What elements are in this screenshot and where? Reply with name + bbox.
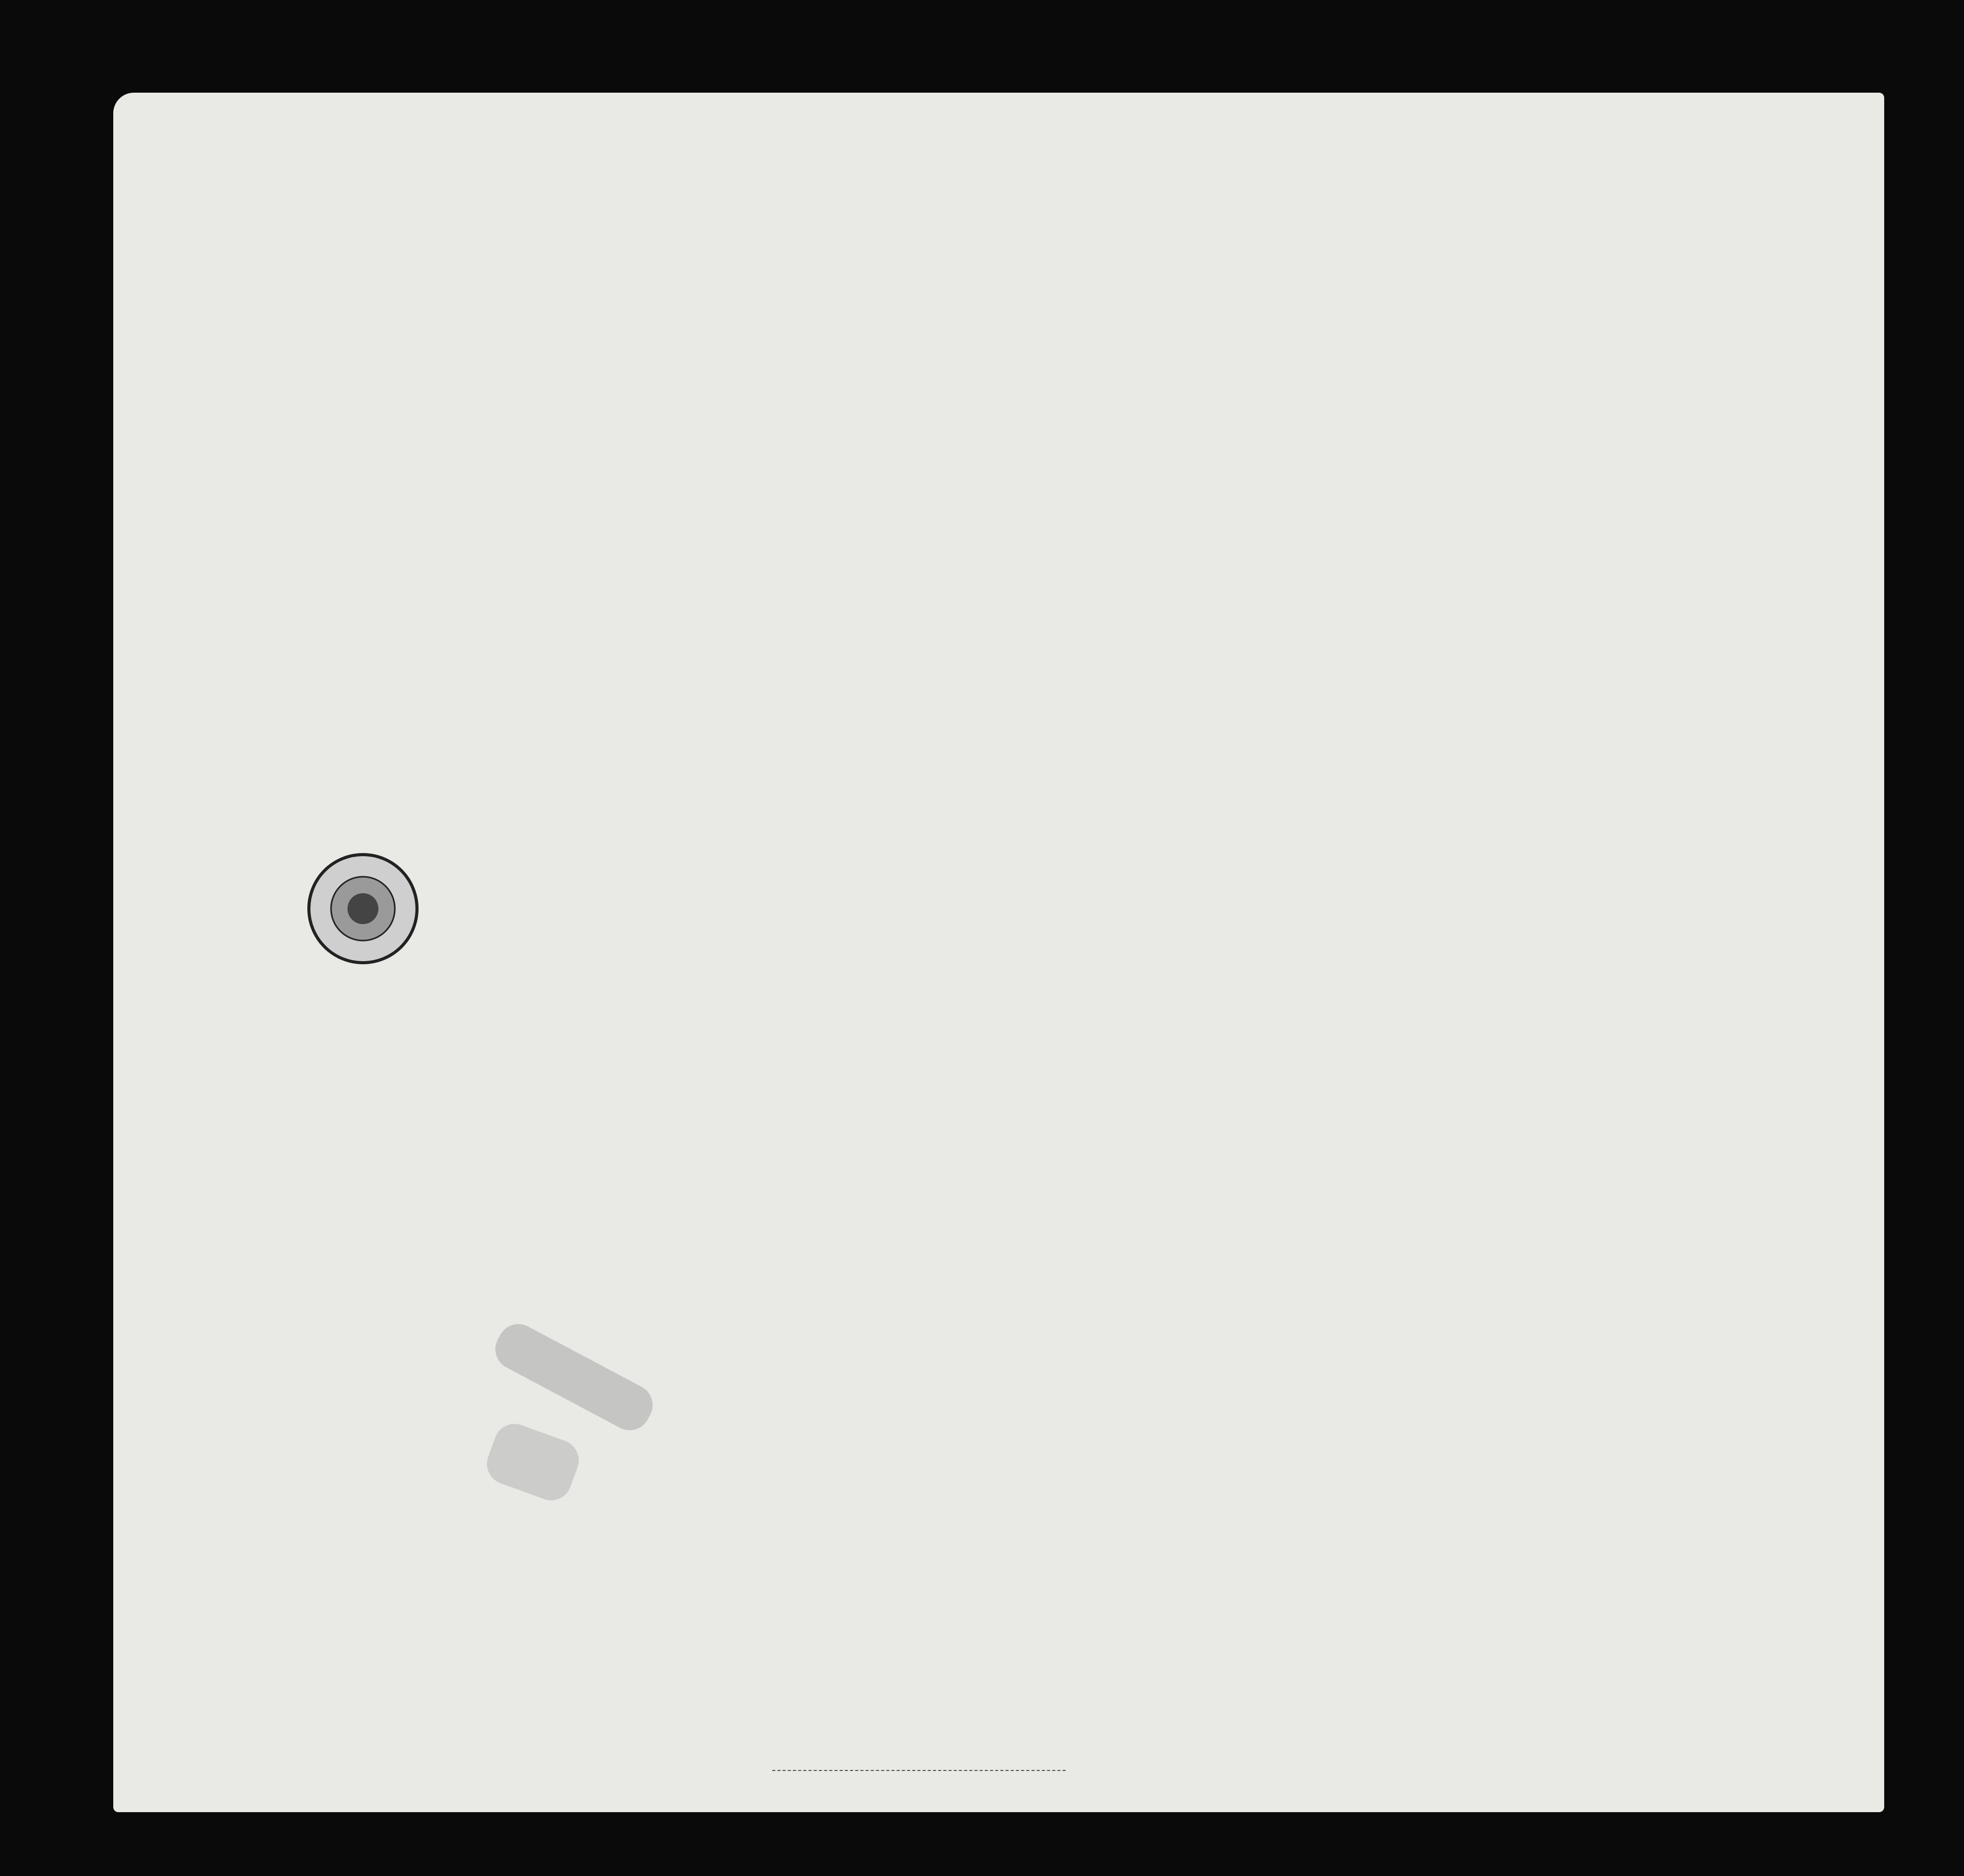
manifest-sheet bbox=[113, 93, 1884, 1812]
consular-seal bbox=[299, 844, 427, 973]
inspector-line bbox=[772, 1770, 1066, 1771]
